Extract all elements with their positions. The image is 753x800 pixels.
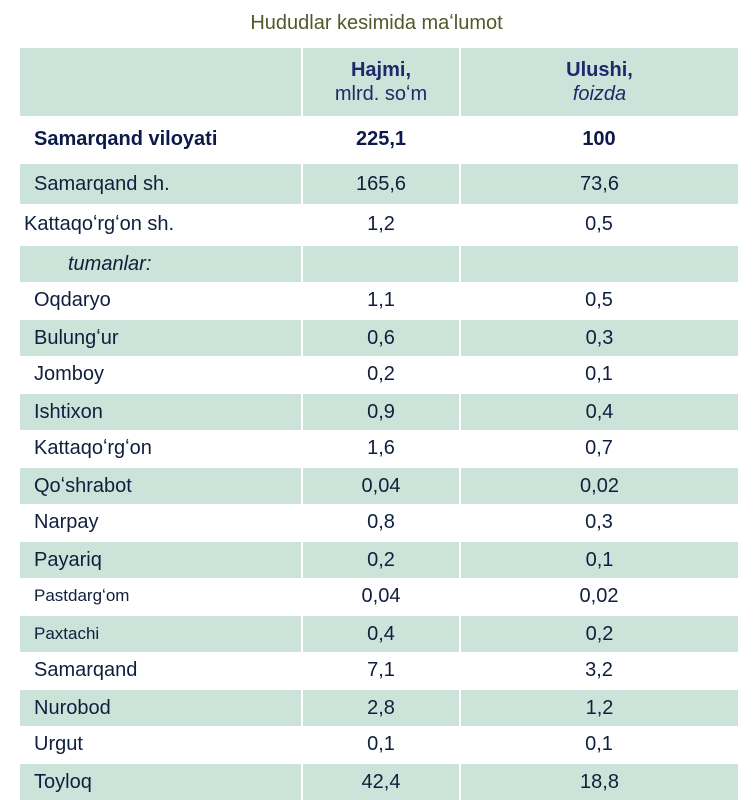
- share-value: 0,1: [460, 541, 738, 578]
- volume-value: 1,6: [367, 436, 395, 459]
- share-value: 0,7: [585, 436, 613, 459]
- volume-value: 0,9: [302, 393, 460, 430]
- region-name: Qoʻshrabot: [20, 467, 302, 504]
- table-row: [20, 615, 738, 652]
- header-cell-region: [20, 48, 302, 116]
- table-row: [20, 393, 738, 430]
- share-value: 0,1: [585, 362, 613, 385]
- share-value: 0,2: [460, 615, 738, 652]
- region-name: Samarqand viloyati: [34, 127, 218, 150]
- table-row: [20, 541, 738, 578]
- volume-value: [302, 245, 460, 282]
- region-name: Paxtachi: [20, 615, 302, 652]
- header-share-unit: foizda: [572, 83, 627, 105]
- volume-value: 1,1: [367, 288, 395, 311]
- region-name: Ishtixon: [20, 393, 302, 430]
- table-row: [20, 467, 738, 504]
- table-row: [20, 204, 738, 245]
- region-name: Kattaqoʻrgʻon sh.: [24, 212, 175, 235]
- volume-value: 0,04: [302, 467, 460, 504]
- table-row: [20, 652, 738, 689]
- volume-value: 225,1: [355, 127, 407, 150]
- share-value: 0,3: [460, 319, 738, 356]
- share-value: 0,02: [579, 584, 619, 607]
- volume-value: 1,2: [367, 212, 395, 235]
- volume-value: 0,2: [302, 541, 460, 578]
- volume-value: 0,2: [367, 362, 395, 385]
- volume-value: 0,4: [302, 615, 460, 652]
- share-value: 1,2: [460, 689, 738, 726]
- table-row: [20, 726, 738, 763]
- volume-value: 0,8: [367, 510, 395, 533]
- table-row: [20, 689, 738, 726]
- header-share-title: Ulushi,: [566, 59, 633, 81]
- share-value: 0,02: [460, 467, 738, 504]
- region-name-head: Pastdargʻ: [34, 586, 106, 605]
- share-value: 0,3: [585, 510, 613, 533]
- region-name-tail: om: [105, 586, 130, 605]
- header-cell-share: [460, 48, 738, 116]
- volume-value: 0,1: [367, 732, 395, 755]
- header-cell-volume: [302, 48, 460, 116]
- volume-value: 7,1: [367, 658, 395, 681]
- table-row: [20, 763, 738, 800]
- share-value: 0,4: [460, 393, 738, 430]
- header-volume-title: Hajmi,: [350, 59, 412, 81]
- share-value: [460, 245, 738, 282]
- section-label: tumanlar:: [20, 245, 302, 282]
- region-name: Samarqand: [34, 658, 138, 681]
- table-row: [20, 430, 738, 467]
- share-value: 100: [582, 127, 616, 150]
- volume-value: 42,4: [302, 763, 460, 800]
- share-value: 0,5: [585, 212, 613, 235]
- share-value: 3,2: [585, 658, 613, 681]
- region-name: Jomboy: [34, 362, 105, 385]
- table-row-subheading: [20, 245, 738, 282]
- region-name: [20, 578, 302, 615]
- table-row: [20, 356, 738, 393]
- volume-value: 0,6: [302, 319, 460, 356]
- volume-value: 165,6: [302, 163, 460, 204]
- volume-value: 0,04: [361, 584, 401, 607]
- table-row: [20, 578, 738, 615]
- table-row: [20, 319, 738, 356]
- table-row: [20, 504, 738, 541]
- region-name: Toyloq: [20, 763, 302, 800]
- table-row: [20, 163, 738, 204]
- share-value: 18,8: [460, 763, 738, 800]
- share-value: 0,1: [585, 732, 613, 755]
- regional-data-table: [20, 48, 738, 800]
- region-name: Urgut: [34, 732, 83, 755]
- share-value: 0,5: [585, 288, 613, 311]
- header-volume-unit: mlrd. soʻm: [334, 83, 428, 105]
- table-header-row: [20, 48, 738, 116]
- region-name: Oqdaryo: [34, 288, 111, 311]
- region-name: Narpay: [34, 510, 99, 533]
- share-value: 73,6: [460, 163, 738, 204]
- volume-value: 2,8: [302, 689, 460, 726]
- region-name: Samarqand sh.: [20, 163, 302, 204]
- region-name: Kattaqoʻrgʻon: [34, 436, 152, 459]
- region-name: Payariq: [20, 541, 302, 578]
- region-name: Nurobod: [20, 689, 302, 726]
- region-name: Bulungʻur: [20, 319, 302, 356]
- table-row: [20, 282, 738, 319]
- page-title: Hududlar kesimida maʻlumot: [250, 12, 503, 34]
- table-row-total: [20, 116, 738, 163]
